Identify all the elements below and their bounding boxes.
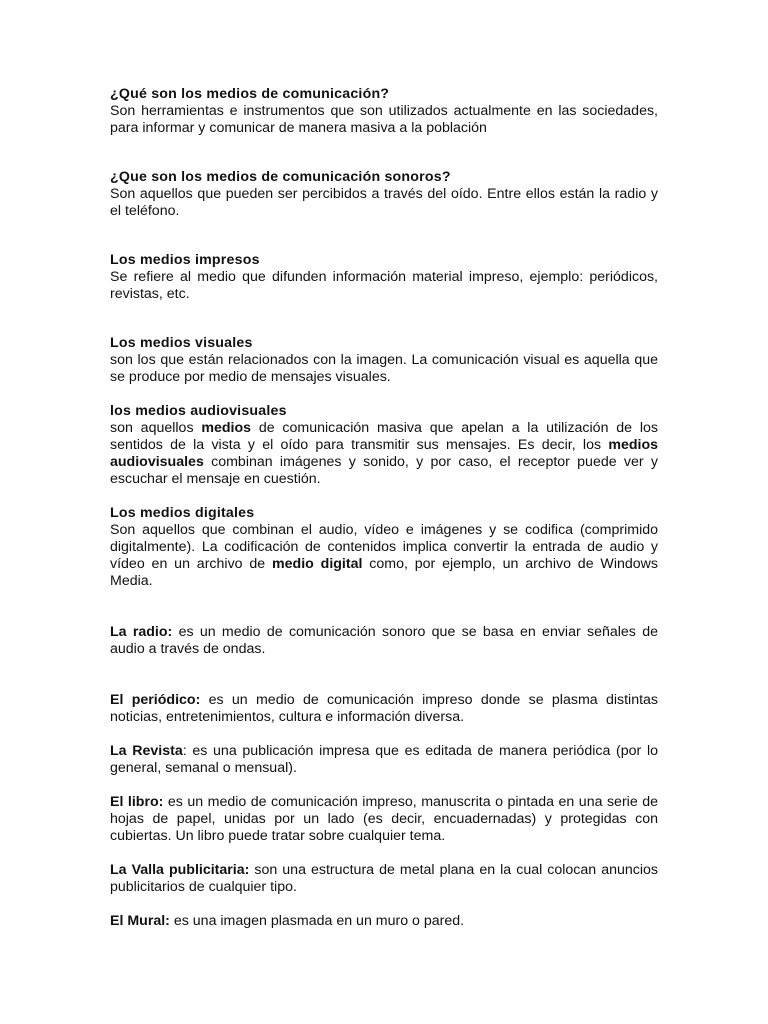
- section-heading: Los medios impresos: [110, 252, 260, 268]
- definition-text: [110, 913, 658, 930]
- document-page: [110, 86, 658, 930]
- section-heading: Los medios visuales: [110, 335, 253, 351]
- definition-term: La Revista: [110, 743, 183, 759]
- body-text: de comunicación masiva que apelan a la utilización de los sentidos de la vista y el oído para transmitir sus mensajes. Es decir, los: [110, 420, 658, 453]
- section-medios-audiovisuales: [110, 403, 658, 488]
- definition-text: [110, 743, 658, 777]
- definition-body: es un medio de comunicación impreso, manuscrita o pintada en una serie de hojas de papel, unidas por un lado (es decir, encuadernadas) y protegidas con cubiertas. Un libro puede tratar sobre cualquier tema.: [110, 794, 658, 844]
- definition-el-libro: [110, 794, 658, 845]
- section-body: [110, 522, 658, 590]
- definition-body: es un medio de comunicación sonoro que se basa en enviar señales de audio a través de ondas.: [110, 624, 658, 657]
- definition-body: : es una publicación impresa que es editada de manera periódica (por lo general, semanal o mensual).: [110, 743, 658, 776]
- definition-body: es una imagen plasmada en un muro o pared.: [169, 913, 465, 929]
- definition-term: El periódico:: [110, 692, 201, 708]
- definition-term: La radio:: [110, 624, 173, 640]
- definition-body: es un medio de comunicación impreso donde se plasma distintas noticias, entretenimientos, cultura e información diversa.: [110, 692, 659, 725]
- definition-body: son una estructura de metal plana en la cual colocan anuncios publicitarios de cualquier tipo.: [110, 862, 658, 895]
- definition-text: [110, 692, 658, 726]
- definition-text: [110, 624, 658, 658]
- definition-valla-publicitaria: [110, 862, 658, 896]
- definition-el-mural: [110, 913, 658, 930]
- section-body: Son aquellos que pueden ser percibidos a través del oído. Entre ellos están la radio y el teléfono.: [110, 186, 658, 219]
- body-text: son aquellos: [110, 420, 202, 436]
- bold-term: medios audiovisuales: [110, 437, 658, 470]
- bold-term: medios: [201, 420, 252, 436]
- section-body: Son herramientas e instrumentos que son utilizados actualmente en las sociedades, para informar y comunicar de manera masiva a la población: [110, 103, 658, 136]
- body-text: Son aquellos que combinan el audio, vídeo e imágenes y se codifica (comprimido digitalmente). La codificación de contenidos implica convertir la entrada de audio y vídeo en un archivo de: [110, 522, 658, 572]
- definition-term: La Valla publicitaria:: [110, 862, 250, 878]
- definition-text: [110, 794, 658, 845]
- definition-term: El libro:: [110, 794, 164, 810]
- definition-term: El Mural:: [110, 913, 170, 929]
- section-body: [110, 420, 658, 488]
- section-medios-visuales: [110, 335, 658, 386]
- section-body: son los que están relacionados con la imagen. La comunicación visual es aquella que se produce por medio de mensajes visuales.: [110, 352, 658, 385]
- section-que-son-medios: [110, 86, 658, 137]
- definition-la-radio: [110, 624, 658, 658]
- section-medios-sonoros: [110, 169, 658, 220]
- body-text: combinan imágenes y sonido, y por caso, el receptor puede ver y escuchar el mensaje en cuestión.: [110, 454, 658, 487]
- section-heading: ¿Qué son los medios de comunicación?: [110, 86, 390, 102]
- definition-el-periodico: [110, 692, 658, 726]
- section-body: Se refiere al medio que difunden información material impreso, ejemplo: periódicos, revistas, etc.: [110, 269, 658, 302]
- section-heading: los medios audiovisuales: [110, 403, 287, 419]
- section-medios-digitales: [110, 505, 658, 590]
- section-heading: Los medios digitales: [110, 505, 255, 521]
- bold-term: medio digital: [272, 556, 363, 572]
- section-medios-impresos: [110, 252, 658, 303]
- definition-text: [110, 862, 658, 896]
- body-text: como, por ejemplo, un archivo de Windows Media.: [110, 556, 658, 589]
- section-heading: ¿Que son los medios de comunicación sonoros?: [110, 169, 451, 185]
- definition-la-revista: [110, 743, 658, 777]
